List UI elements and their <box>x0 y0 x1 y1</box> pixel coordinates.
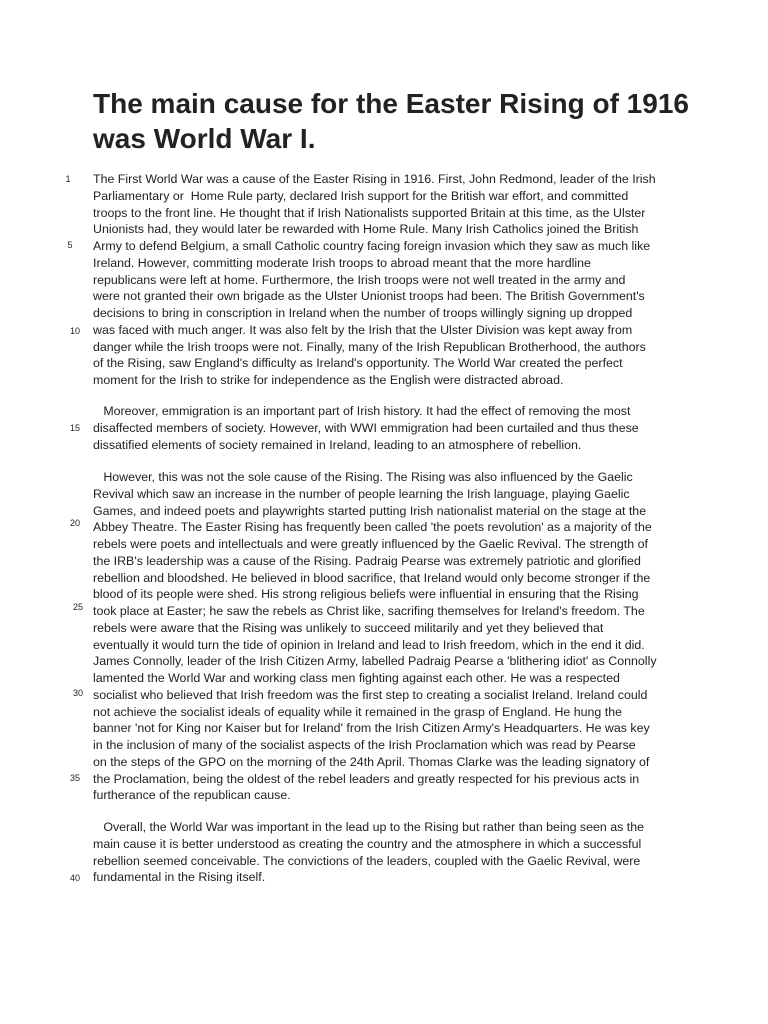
paragraph-line: fundamental in the Rising itself. <box>93 870 266 885</box>
document-title: The main cause for the Easter Rising of 1916 was World War I. <box>93 88 689 154</box>
paragraph-line: rebellion seemed conceivable. The convictions of the leaders, coupled with the Gaelic Revival, were <box>93 853 641 868</box>
paragraph-line: Revival which saw an increase in the number of people learning the Irish language, playing Gaelic <box>93 486 630 501</box>
paragraph-line: James Connolly, leader of the Irish Citizen Army, labelled Padraig Pearse a 'blithering idiot' as Connolly <box>93 654 657 669</box>
paragraph-line: Games, and indeed poets and playwrights started putting Irish nationalist material on the stage at the <box>93 503 647 518</box>
paragraph-line: Army to defend Belgium, a small Catholic country facing foreign invasion which they saw as much like <box>93 239 651 253</box>
paragraph-line: the IRB's leadership was a cause of the Rising. Padraig Pearse was extremely patriotic and glorified <box>93 553 641 568</box>
paragraph-line: rebels were aware that the Rising was unlikely to succeed militarily and yet they believed that <box>93 620 604 635</box>
line-number: 1 <box>65 174 71 184</box>
paragraph-line: main cause it is better understood as creating the country and the atmosphere in which a successful <box>93 836 642 851</box>
paragraph-line: was faced with much anger. It was also felt by the Irish that the Ulster Division was kept away from <box>93 322 633 337</box>
paragraph-line: However, this was not the sole cause of the Rising. The Rising was also influenced by the Gaelic <box>93 470 633 484</box>
paragraph-line: the Proclamation, being the oldest of the rebel leaders and greatly respected for his previous acts in <box>93 771 640 786</box>
paragraph-line: decisions to bring in conscription in Ireland when the number of troops willingly signing up dropped <box>93 306 633 320</box>
paragraph-line: Ireland. However, committing moderate Irish troops to abroad meant that the more hardline <box>93 255 591 270</box>
paragraph-line: socialist who believed that Irish freedom was the first step to creating a socialist Ireland. Ireland could <box>93 687 648 702</box>
paragraph-line: Moreover, emmigration is an important part of Irish history. It had the effect of removing the most <box>93 404 631 418</box>
line-number: 35 <box>69 773 80 783</box>
paragraph-line: blood of its people were shed. His strong religious beliefs were influential in ensuring that the Rising <box>93 587 639 602</box>
line-number: 20 <box>69 518 80 528</box>
paragraph-line: rebellion and bloodshed. He believed in blood sacrifice, that Ireland would only become stronger if the <box>93 570 651 585</box>
paragraph-line: rebels were poets and intellectuals and were greatly influenced by the Gaelic Revival. The strength of <box>93 537 648 551</box>
paragraph-line: Parliamentary or Home Rule party, declared Irish support for the British war effort, and committed <box>93 188 629 203</box>
paragraph-line: furtherance of the republican cause. <box>93 788 291 803</box>
paragraph-line: not achieve the socialist ideals of equality while it remained in the grasp of England. He hung the <box>93 704 622 719</box>
line-number: 40 <box>69 873 80 883</box>
line-number: 15 <box>69 423 80 433</box>
paragraph-line: of the Rising, saw England's difficulty as Ireland's opportunity. The World War created the perfect <box>93 356 623 371</box>
paragraph-line: danger while the Irish troops were not. Finally, many of the Irish Republican Brotherhood, the authors <box>93 339 646 354</box>
paragraph-world-war <box>93 171 683 389</box>
paragraph-line: on the steps of the GPO on the morning of the 24th April. Thomas Clarke was the leading signatory of <box>93 754 650 769</box>
paragraph-line: eventually it would turn the tide of opinion in Ireland and lead to Irish freedom, which in the end it did. <box>93 637 645 652</box>
line-number: 25 <box>72 602 83 612</box>
paragraph-line: moment for the Irish to strike for independence as the English were distracted abroad. <box>93 373 564 387</box>
paragraph-line: lamented the World War and working class men fighting against each other. He was a respected <box>93 671 620 685</box>
paragraph-emmigration <box>93 403 683 453</box>
paragraph-line: were not granted their own brigade as the Ulster Unionist troops had been. The British Government's <box>93 289 645 304</box>
paragraph-line: disaffected members of society. However, with WWI emmigration had been curtailed and thus these <box>93 420 639 435</box>
paragraph-line: dissatified elements of society remained in Ireland, leading to an atmosphere of rebellion. <box>93 437 582 452</box>
line-number: 5 <box>67 240 73 250</box>
paragraph-line: Unionists had, they would later be rewarded with Home Rule. Many Irish Catholics joined the British <box>93 222 639 237</box>
line-number: 10 <box>69 326 80 336</box>
paragraph-conclusion <box>93 819 683 886</box>
paragraph-line: Overall, the World War was important in the lead up to the Rising but rather than being seen as the <box>93 820 644 834</box>
line-number: 30 <box>72 688 83 698</box>
paragraph-other-causes <box>93 469 683 804</box>
paragraph-line: troops to the front line. He thought that if Irish Nationalists supported Britain at this time, as the Ulster <box>93 205 646 220</box>
paragraph-line: The First World War was a cause of the Easter Rising in 1916. First, John Redmond, leader of the Irish <box>93 172 656 186</box>
paragraph-line: republicans were left at home. Furthermore, the Irish troops were not well treated in the army and <box>93 272 626 287</box>
paragraph-line: took place at Easter; he saw the rebels as Christ like, sacrifing themselves for Ireland's freedom. The <box>93 604 645 618</box>
paragraph-line: in the inclusion of many of the socialist aspects of the Irish Proclamation which was read by Pearse <box>93 738 636 752</box>
paragraph-line: Abbey Theatre. The Easter Rising has frequently been called 'the poets revolution' as a majority of the <box>93 520 652 535</box>
paragraph-line: banner 'not for King nor Kaiser but for Ireland' from the Irish Citizen Army's Headquarters. He was key <box>93 721 650 736</box>
